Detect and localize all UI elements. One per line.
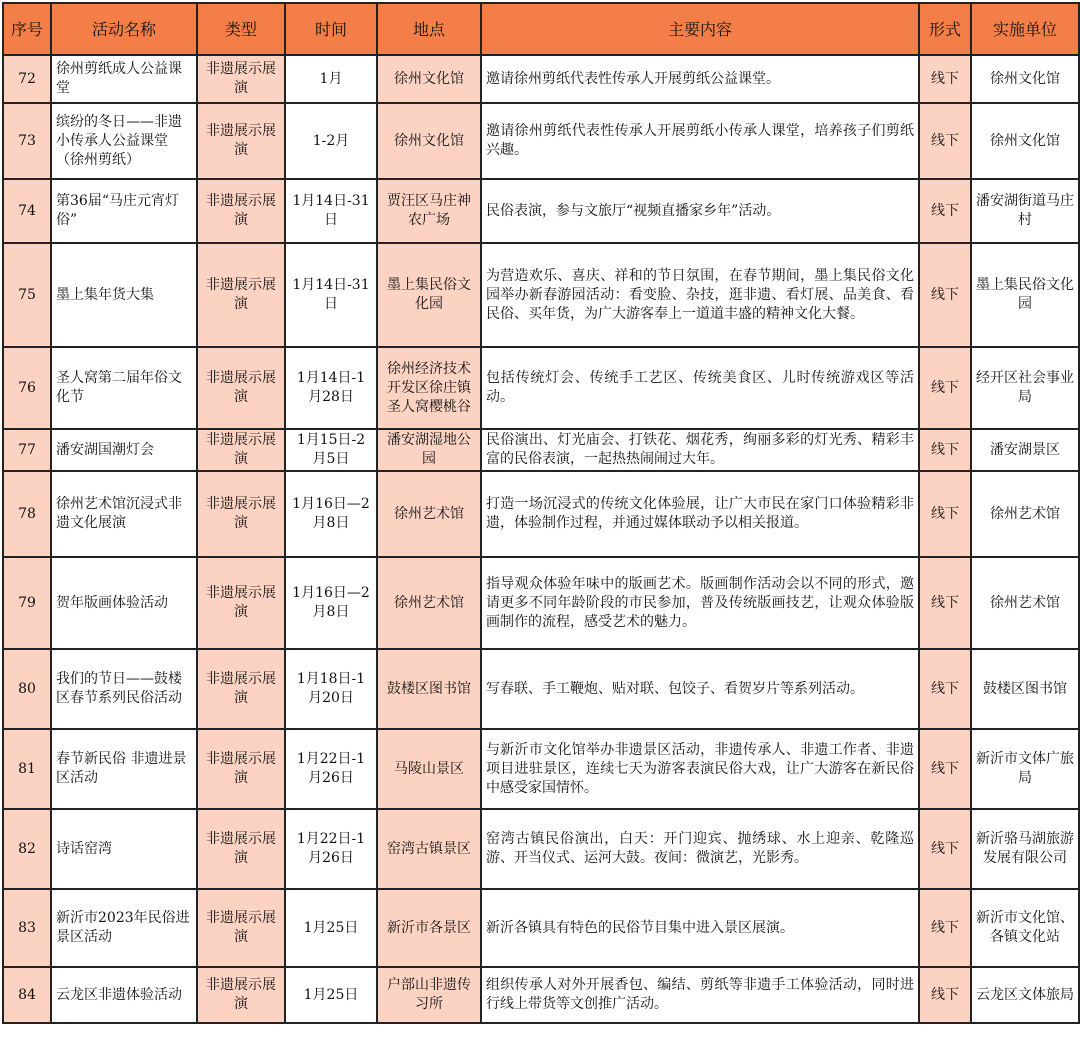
row-place: 新沂市各景区	[377, 889, 481, 967]
header-time: 时间	[285, 3, 377, 55]
row-place: 徐州文化馆	[377, 55, 481, 103]
row-type: 非遗展示展演	[197, 729, 285, 809]
row-time: 1月14日-1月28日	[285, 347, 377, 429]
row-no: 75	[3, 243, 51, 347]
row-no: 77	[3, 429, 51, 471]
header-name: 活动名称	[51, 3, 197, 55]
row-place: 马陵山景区	[377, 729, 481, 809]
table-row	[3, 243, 1079, 347]
row-form: 线下	[919, 967, 971, 1023]
row-unit: 徐州文化馆	[971, 55, 1079, 103]
row-unit: 徐州艺术馆	[971, 557, 1079, 649]
row-content: 指导观众体验年味中的版画艺术。版画制作活动会以不同的形式，邀请更多不同年龄阶段的市民参加，普及传统版画技艺，让观众体验版画制作的流程，感受艺术的魅力。	[481, 557, 919, 649]
row-type: 非遗展示展演	[197, 347, 285, 429]
row-name: 缤纷的冬日——非遗小传承人公益课堂（徐州剪纸）	[51, 103, 197, 179]
row-place: 鼓楼区图书馆	[377, 649, 481, 729]
row-type: 非遗展示展演	[197, 243, 285, 347]
header-place: 地点	[377, 3, 481, 55]
table-row	[3, 55, 1079, 103]
row-no: 81	[3, 729, 51, 809]
table-row	[3, 179, 1079, 243]
row-content: 新沂各镇具有特色的民俗节目集中进入景区展演。	[481, 889, 919, 967]
table-row	[3, 347, 1079, 429]
row-place: 户部山非遗传习所	[377, 967, 481, 1023]
header-form: 形式	[919, 3, 971, 55]
row-unit: 经开区社会事业局	[971, 347, 1079, 429]
row-no: 80	[3, 649, 51, 729]
row-type: 非遗展示展演	[197, 55, 285, 103]
row-form: 线下	[919, 809, 971, 889]
row-place: 徐州艺术馆	[377, 471, 481, 557]
row-place: 徐州艺术馆	[377, 557, 481, 649]
row-form: 线下	[919, 729, 971, 809]
row-name: 墨上集年货大集	[51, 243, 197, 347]
table-row	[3, 471, 1079, 557]
row-type: 非遗展示展演	[197, 557, 285, 649]
row-no: 72	[3, 55, 51, 103]
row-name: 徐州剪纸成人公益课堂	[51, 55, 197, 103]
row-form: 线下	[919, 471, 971, 557]
row-no: 79	[3, 557, 51, 649]
row-content: 与新沂市文化馆举办非遗景区活动，非遗传承人、非遗工作者、非遗项目进驻景区，连续七天为游客表演民俗大戏，让广大游客在新民俗中感受家国情怀。	[481, 729, 919, 809]
row-place: 墨上集民俗文化园	[377, 243, 481, 347]
row-content: 民俗表演，参与文旅厅“视频直播家乡年”活动。	[481, 179, 919, 243]
row-type: 非遗展示展演	[197, 649, 285, 729]
row-content: 包括传统灯会、传统手工艺区、传统美食区、儿时传统游戏区等活动。	[481, 347, 919, 429]
row-form: 线下	[919, 179, 971, 243]
row-form: 线下	[919, 429, 971, 471]
row-content: 邀请徐州剪纸代表性传承人开展剪纸公益课堂。	[481, 55, 919, 103]
header-no: 序号	[3, 3, 51, 55]
row-type: 非遗展示展演	[197, 809, 285, 889]
row-unit: 新沂市文体广旅局	[971, 729, 1079, 809]
row-content: 写春联、手工鞭炮、贴对联、包饺子、看贺岁片等系列活动。	[481, 649, 919, 729]
row-time: 1月18日-1月20日	[285, 649, 377, 729]
row-time: 1月16日—2月8日	[285, 557, 377, 649]
table-row	[3, 649, 1079, 729]
row-time: 1月14日-31日	[285, 243, 377, 347]
row-form: 线下	[919, 243, 971, 347]
row-time: 1月25日	[285, 889, 377, 967]
header-type: 类型	[197, 3, 285, 55]
row-form: 线下	[919, 889, 971, 967]
row-name: 诗话窑湾	[51, 809, 197, 889]
row-form: 线下	[919, 347, 971, 429]
row-unit: 鼓楼区图书馆	[971, 649, 1079, 729]
row-time: 1月14日-31日	[285, 179, 377, 243]
row-time: 1月15日-2月5日	[285, 429, 377, 471]
activity-schedule-table	[2, 2, 1080, 1024]
row-content: 组织传承人对外开展香包、编结、剪纸等非遗手工体验活动，同时进行线上带货等文创推广活动。	[481, 967, 919, 1023]
row-time: 1-2月	[285, 103, 377, 179]
row-type: 非遗展示展演	[197, 889, 285, 967]
row-name: 第36届“马庄元宵灯俗”	[51, 179, 197, 243]
row-place: 徐州文化馆	[377, 103, 481, 179]
row-name: 圣人窝第二届年俗文化节	[51, 347, 197, 429]
table-header-row	[3, 3, 1079, 55]
row-unit: 潘安湖景区	[971, 429, 1079, 471]
row-name: 徐州艺术馆沉浸式非遗文化展演	[51, 471, 197, 557]
row-time: 1月25日	[285, 967, 377, 1023]
row-content: 民俗演出、灯光庙会、打铁花、烟花秀，绚丽多彩的灯光秀、精彩丰富的民俗表演，一起热热闹闹过大年。	[481, 429, 919, 471]
row-unit: 徐州艺术馆	[971, 471, 1079, 557]
row-content: 邀请徐州剪纸代表性传承人开展剪纸小传承人课堂，培养孩子们剪纸兴趣。	[481, 103, 919, 179]
row-form: 线下	[919, 649, 971, 729]
row-form: 线下	[919, 55, 971, 103]
row-type: 非遗展示展演	[197, 967, 285, 1023]
row-name: 潘安湖国潮灯会	[51, 429, 197, 471]
table-row	[3, 429, 1079, 471]
table-row	[3, 889, 1079, 967]
row-no: 78	[3, 471, 51, 557]
table-row	[3, 557, 1079, 649]
row-type: 非遗展示展演	[197, 429, 285, 471]
row-type: 非遗展示展演	[197, 179, 285, 243]
row-no: 73	[3, 103, 51, 179]
row-unit: 云龙区文体旅局	[971, 967, 1079, 1023]
row-unit: 徐州文化馆	[971, 103, 1079, 179]
row-no: 84	[3, 967, 51, 1023]
row-content: 打造一场沉浸式的传统文化体验展，让广大市民在家门口体验精彩非遗，体验制作过程，并通过媒体联动予以相关报道。	[481, 471, 919, 557]
row-no: 83	[3, 889, 51, 967]
row-form: 线下	[919, 557, 971, 649]
row-unit: 潘安湖街道马庄村	[971, 179, 1079, 243]
row-time: 1月	[285, 55, 377, 103]
row-content: 为营造欢乐、喜庆、祥和的节日氛围，在春节期间，墨上集民俗文化园举办新春游园活动：看变脸、杂技，逛非遗、看灯展、品美食、看民俗、买年货，为广大游客奉上一道道丰盛的精神文化大餐。	[481, 243, 919, 347]
row-place: 徐州经济技术开发区徐庄镇圣人窝樱桃谷	[377, 347, 481, 429]
row-time: 1月16日—2月8日	[285, 471, 377, 557]
header-content: 主要内容	[481, 3, 919, 55]
table-row	[3, 729, 1079, 809]
row-time: 1月22日-1月26日	[285, 809, 377, 889]
row-unit: 墨上集民俗文化园	[971, 243, 1079, 347]
row-form: 线下	[919, 103, 971, 179]
table-row	[3, 809, 1079, 889]
row-name: 贺年版画体验活动	[51, 557, 197, 649]
table-row	[3, 103, 1079, 179]
row-place: 贾汪区马庄神农广场	[377, 179, 481, 243]
row-type: 非遗展示展演	[197, 471, 285, 557]
table-row	[3, 967, 1079, 1023]
row-unit: 新沂市文化馆、各镇文化站	[971, 889, 1079, 967]
row-type: 非遗展示展演	[197, 103, 285, 179]
row-name: 云龙区非遗体验活动	[51, 967, 197, 1023]
row-name: 我们的节日——鼓楼区春节系列民俗活动	[51, 649, 197, 729]
row-name: 春节新民俗 非遗进景区活动	[51, 729, 197, 809]
row-no: 74	[3, 179, 51, 243]
row-no: 82	[3, 809, 51, 889]
row-time: 1月22日-1月26日	[285, 729, 377, 809]
row-name: 新沂市2023年民俗进景区活动	[51, 889, 197, 967]
row-content: 窑湾古镇民俗演出，白天：开门迎宾、抛绣球、水上迎亲、乾隆巡游、开当仪式、运河大鼓。夜间：微演艺，光影秀。	[481, 809, 919, 889]
row-no: 76	[3, 347, 51, 429]
row-place: 窑湾古镇景区	[377, 809, 481, 889]
header-unit: 实施单位	[971, 3, 1079, 55]
row-unit: 新沂骆马湖旅游发展有限公司	[971, 809, 1079, 889]
row-place: 潘安湖湿地公园	[377, 429, 481, 471]
